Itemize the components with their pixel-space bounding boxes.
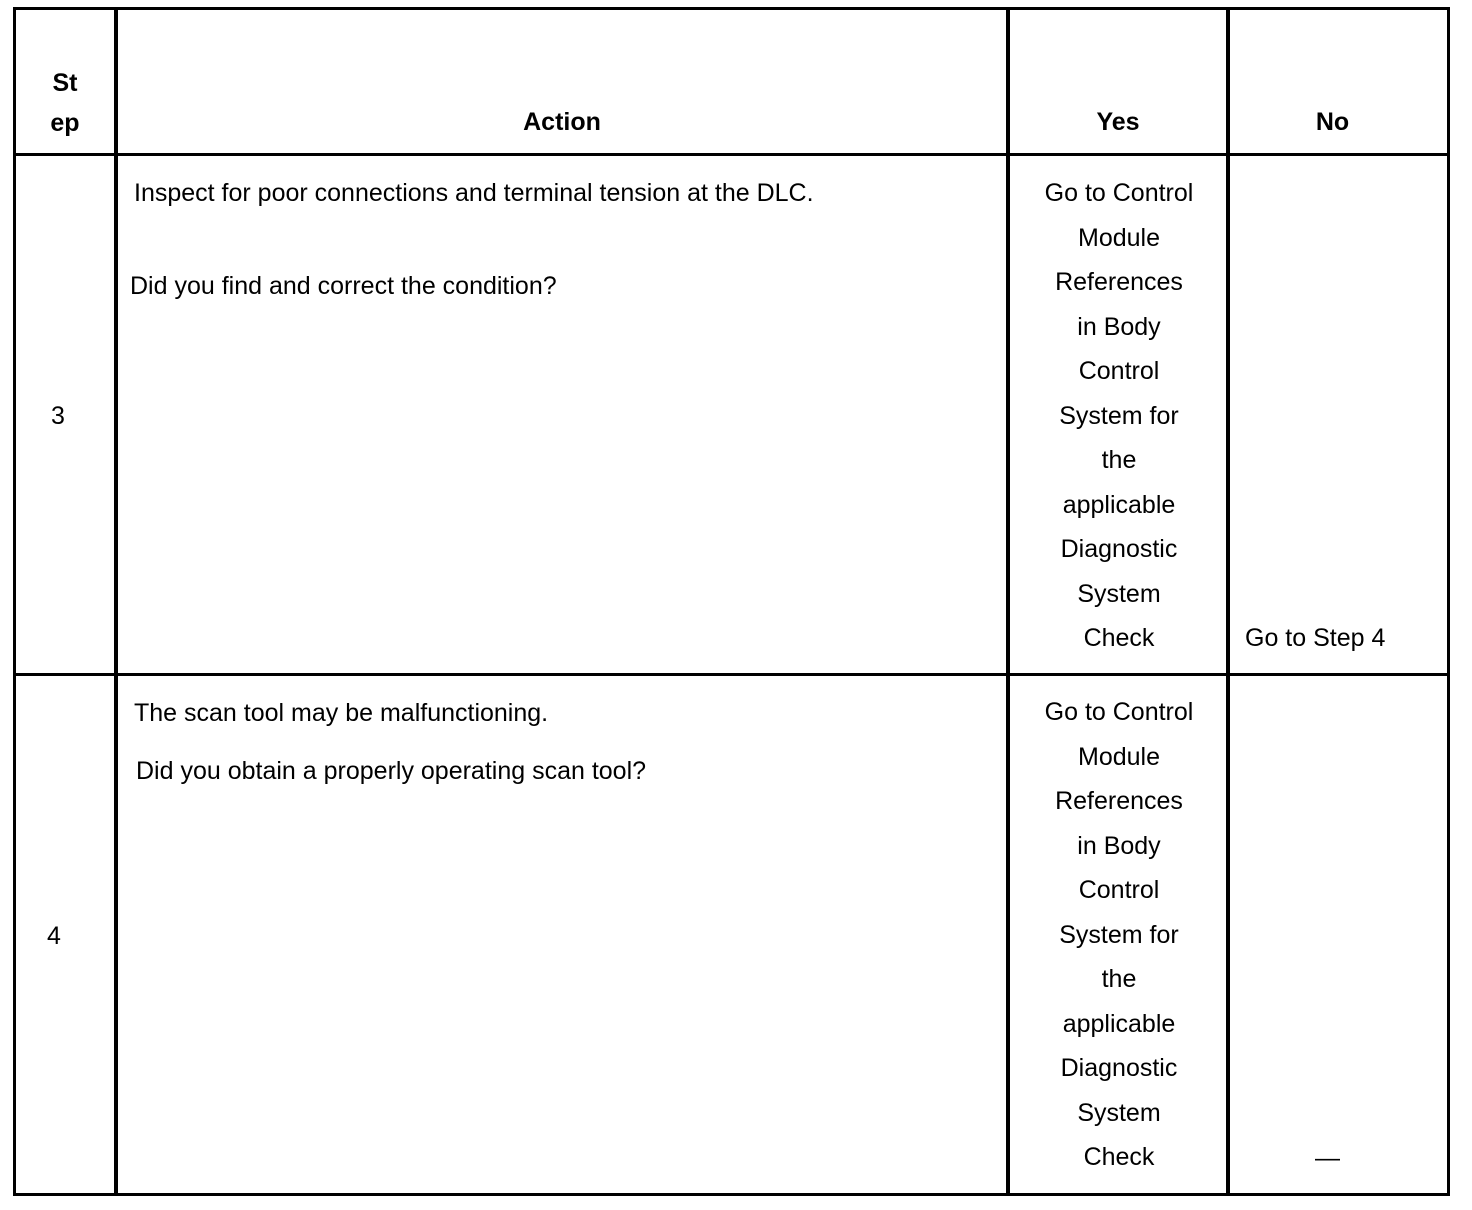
header-action: Action [523, 108, 601, 136]
action-question: Did you find and correct the condition? [130, 272, 557, 300]
column-divider [1226, 7, 1230, 1196]
column-divider [1006, 7, 1010, 1196]
header-yes: Yes [1096, 108, 1140, 136]
step-number: 4 [47, 922, 61, 950]
yes-result: Go to Control Module References in Body Control System for the applicable Diagnostic System Check [1044, 179, 1194, 652]
yes-result: Go to Control Module References in Body Control System for the applicable Diagnostic System Check [1044, 698, 1194, 1171]
no-result: Go to Step 4 [1245, 624, 1386, 652]
action-question: Did you obtain a properly operating scan tool? [136, 757, 647, 785]
row-divider [13, 153, 1450, 156]
action-instruction: The scan tool may be malfunctioning. [134, 699, 549, 727]
column-divider [114, 7, 118, 1196]
no-result: — [1315, 1144, 1340, 1172]
header-step: St ep [50, 69, 80, 137]
header-no: No [1315, 108, 1350, 136]
step-number: 3 [51, 402, 65, 430]
action-instruction: Inspect for poor connections and terminal tension at the DLC. [134, 179, 814, 207]
row-divider [13, 673, 1450, 676]
